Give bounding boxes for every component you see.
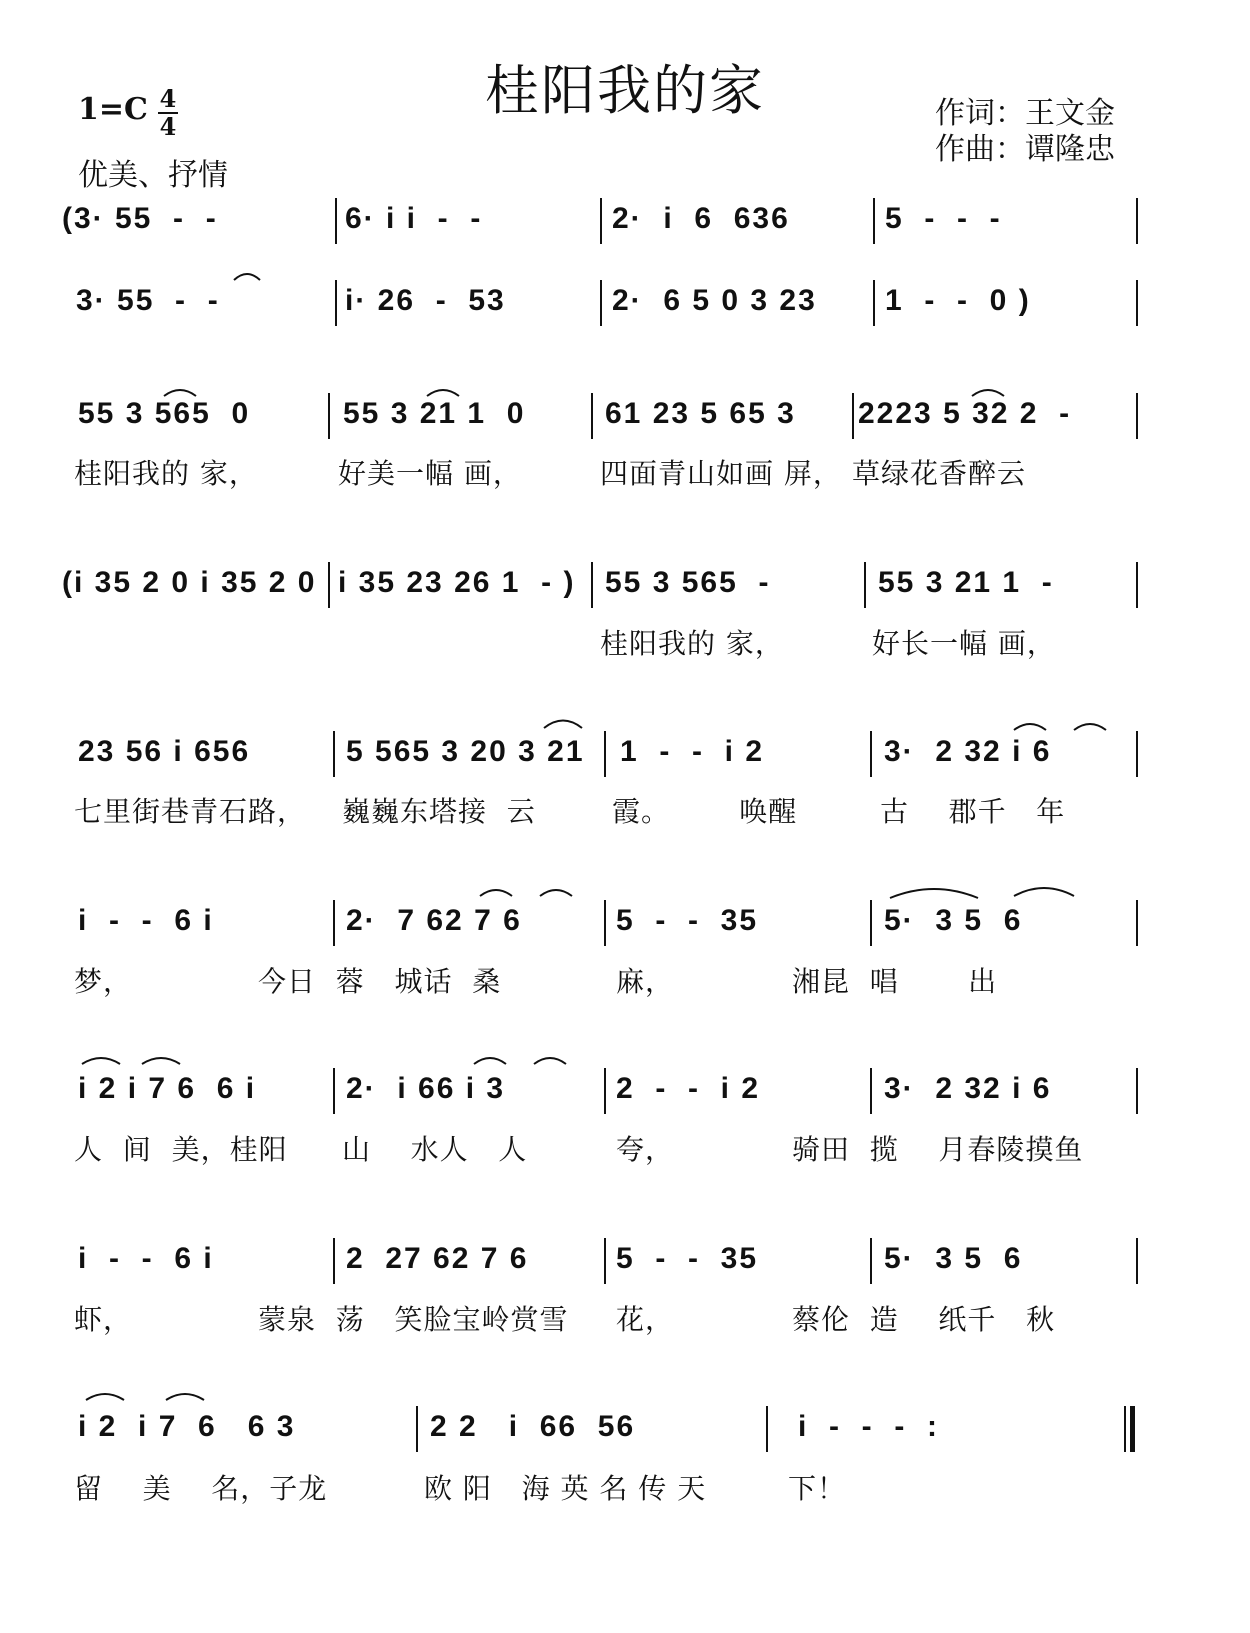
composer-credit: 作曲：谭隆忠: [935, 132, 1115, 167]
measure-1: i - - 6 i: [78, 1242, 214, 1275]
time-signature-bottom: 4: [159, 112, 177, 141]
measure-4: 55 3 21 1 -: [878, 566, 1054, 599]
measure-3: 2 - - i 2: [616, 1072, 761, 1105]
lyric-2: 蒙泉 荡 笑脸宝岭赏雪: [258, 1303, 569, 1336]
time-signature: [158, 86, 178, 140]
measure-4: 1 - - 0 ): [885, 284, 1031, 317]
measure-1: (i 35 2 0 i 35 2 0: [62, 566, 317, 599]
lyric-1: 留 美 名，子龙: [74, 1472, 328, 1505]
measure-4: 5· 3 5 6: [884, 904, 1023, 937]
measure-1: i 2 i 7 6 6 3: [78, 1410, 296, 1443]
measure-4: 5 - - -: [885, 202, 1002, 235]
measure-3: 1 - - i 2: [620, 735, 765, 768]
measure-2: 5 565 3 20 3 21: [346, 735, 585, 768]
measure-4: 5· 3 5 6: [884, 1242, 1023, 1275]
measure-4: 3· 2 32 i 6: [884, 735, 1052, 768]
measure-1: (3· 55 - -: [62, 202, 218, 235]
measure-1: i - - 6 i: [78, 904, 214, 937]
measure-2: i 35 23 26 1 - ): [338, 566, 576, 599]
lyric-3: 麻，: [616, 965, 675, 998]
lyric-1: 七里街巷青石路，: [74, 795, 307, 828]
lyric-4: 古 郡千 年: [880, 795, 1066, 828]
lyric-2: 好美一幅 画，: [338, 457, 522, 490]
measure-1: 55 3 565 0: [78, 397, 251, 430]
lyric-3: 下！: [788, 1472, 847, 1505]
lyric-3: 花，: [616, 1303, 675, 1336]
measure-3: 61 23 5 65 3: [605, 397, 796, 430]
measure-2: 2 2 i 66 56: [430, 1410, 636, 1443]
mood-marking: 优美、抒情: [78, 158, 228, 193]
measure-4: 2223 5 32 2 -: [858, 397, 1072, 430]
measure-3: 5 - - 35: [616, 1242, 759, 1275]
lyric-4: 好长一幅 画，: [872, 627, 1056, 660]
lyric-1: 人 间 美，桂阳: [74, 1133, 288, 1166]
measure-2: 55 3 21 1 0: [343, 397, 526, 430]
lyric-3: 四面青山如画 屏，: [600, 457, 842, 490]
measure-4: 3· 2 32 i 6: [884, 1072, 1052, 1105]
measure-3: 5 - - 35: [616, 904, 759, 937]
lyric-1: 桂阳我的 家，: [74, 457, 258, 490]
measure-1: 3· 55 - -: [76, 284, 220, 317]
lyric-3: 霞。 唤醒: [612, 795, 798, 828]
lyric-2: 欧 阳 海 英 名 传 天: [424, 1472, 707, 1505]
measure-2: 2 27 62 7 6: [346, 1242, 529, 1275]
lyric-3: 夸，: [616, 1133, 675, 1166]
lyric-4: 骑田 揽 月春陵摸鱼: [792, 1133, 1084, 1166]
measure-2: 6· i i - -: [345, 202, 483, 235]
measure-1: i 2 i 7 6 6 i: [78, 1072, 257, 1105]
lyric-3: 桂阳我的 家，: [600, 627, 784, 660]
measure-3: 2· i 6 636: [612, 202, 790, 235]
measure-2: i· 26 - 53: [345, 284, 506, 317]
measure-3: 55 3 565 -: [605, 566, 771, 599]
lyric-4: 蔡伦 造 纸千 秋: [792, 1303, 1056, 1336]
lyric-2: 今日 蓉 城话 桑: [258, 965, 502, 998]
song-title: 桂阳我的家: [485, 59, 765, 122]
measure-3: 2· 6 5 0 3 23: [612, 284, 817, 317]
lyric-2: 巍巍东塔接 云: [342, 795, 536, 828]
measure-1: 23 56 i 656: [78, 735, 251, 768]
lyricist-credit: 作词：王文金: [935, 96, 1115, 131]
lyric-4: 湘昆 唱 出: [792, 965, 998, 998]
time-signature-top: 4: [159, 84, 177, 113]
lyric-1: 虾，: [74, 1303, 133, 1336]
key-signature: 1=C: [78, 92, 148, 127]
measure-2: 2· 7 62 7 6: [346, 904, 522, 937]
measure-2: 2· i 66 i 3: [346, 1072, 506, 1105]
lyric-1: 梦，: [74, 965, 133, 998]
measure-3: i - - - :: [798, 1410, 939, 1443]
lyric-4: 草绿花香醉云: [852, 457, 1027, 490]
lyric-2: 山 水人 人: [342, 1133, 528, 1166]
